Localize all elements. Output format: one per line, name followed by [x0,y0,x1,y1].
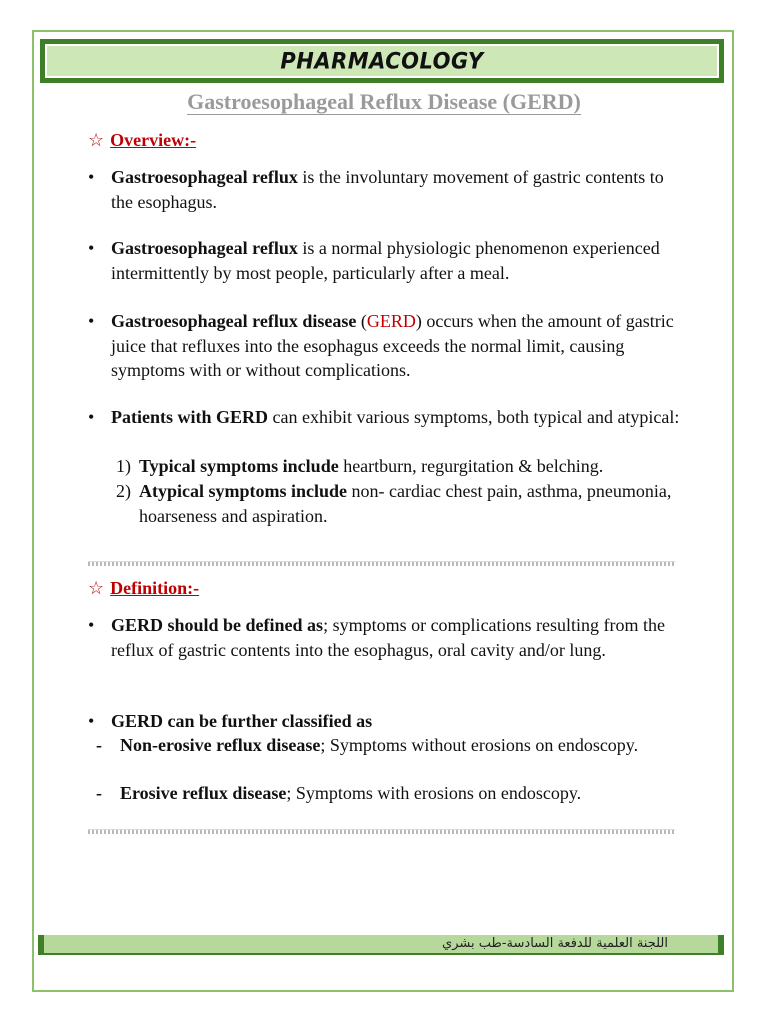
item-bold: Gastroesophageal reflux [111,167,298,187]
gerd-abbreviation: GERD [366,311,416,331]
star-outline-icon: ☆ [88,130,105,150]
document-title [0,89,768,115]
header-title: PHARMACOLOGY [280,48,484,74]
item-open-paren: ( [356,311,367,331]
item-text: ; Symptoms with erosions on endoscopy. [286,783,582,803]
definition-heading [88,578,199,599]
header-banner [40,39,724,83]
overview-item-4 [88,405,688,430]
footer-text: اللجنة العلمية للدفعة السادسة-طب بشري [442,936,668,951]
overview-heading [88,130,196,151]
bullet-dot-icon: • [88,407,95,427]
symptom-item-1 [111,454,691,479]
item-text: non- cardiac chest pain, asthma, pneumonia, hoarseness and aspiration. [139,481,672,526]
item-text: occurs when the amount of gastric juice that refluxes into the esophagus exceeds the normal limit, causing symptoms with or without complications. [111,311,674,380]
definition-heading-label: Definition:- [110,578,200,598]
item-text: is a normal physiologic phenomenon experienced intermittently by most people, particularly after a meal. [111,238,660,283]
overview-heading-label: Overview:- [110,130,197,150]
item-number: 2) [116,481,131,501]
overview-item-1 [88,165,688,214]
item-text: heartburn, regurgitation & belching. [338,456,604,476]
overview-item-2 [88,236,688,285]
item-bold: Non-erosive reflux disease [120,735,321,755]
document-title-text: Gastroesophageal Reflux Disease (GERD) [187,89,581,114]
definition-item-2 [88,709,688,734]
item-text: ; Symptoms without erosions on endoscopy. [320,735,639,755]
definition-item-1 [88,613,688,662]
item-bold: Atypical symptoms include [139,481,348,501]
item-bold: Patients with GERD [111,407,268,427]
item-number: 1) [116,456,131,476]
item-bold: Typical symptoms include [139,456,339,476]
item-close-paren: ) [415,311,422,331]
item-bold: Erosive reflux disease [120,783,287,803]
item-bold: Gastroesophageal reflux [111,238,298,258]
item-text: can exhibit various symptoms, both typical and atypical: [268,407,680,427]
bullet-dot-icon: • [88,711,95,731]
footer-bar [38,935,724,955]
item-bold: GERD can be further classified as [111,711,373,731]
header-inner [45,44,719,78]
item-bold: Gastroesophageal reflux disease [111,311,357,331]
dash-marker: - [96,735,102,755]
item-text: ; symptoms or complications resulting from the reflux of gastric contents into the esophagus, oral cavity and/or lung. [111,615,666,660]
bullet-dot-icon: • [88,167,95,187]
overview-item-3 [88,309,688,383]
item-bold: GERD should be defined as [111,615,324,635]
section-divider [88,829,675,834]
dash-marker: - [96,783,102,803]
classification-item-2 [96,781,686,806]
symptom-item-2 [111,479,691,528]
bullet-dot-icon: • [88,238,95,258]
item-text: is the involuntary movement of gastric contents to the esophagus. [111,167,664,212]
section-divider [88,561,675,566]
bullet-dot-icon: • [88,311,95,331]
classification-item-1 [96,733,686,758]
star-outline-icon: ☆ [88,578,105,598]
bullet-dot-icon: • [88,615,95,635]
